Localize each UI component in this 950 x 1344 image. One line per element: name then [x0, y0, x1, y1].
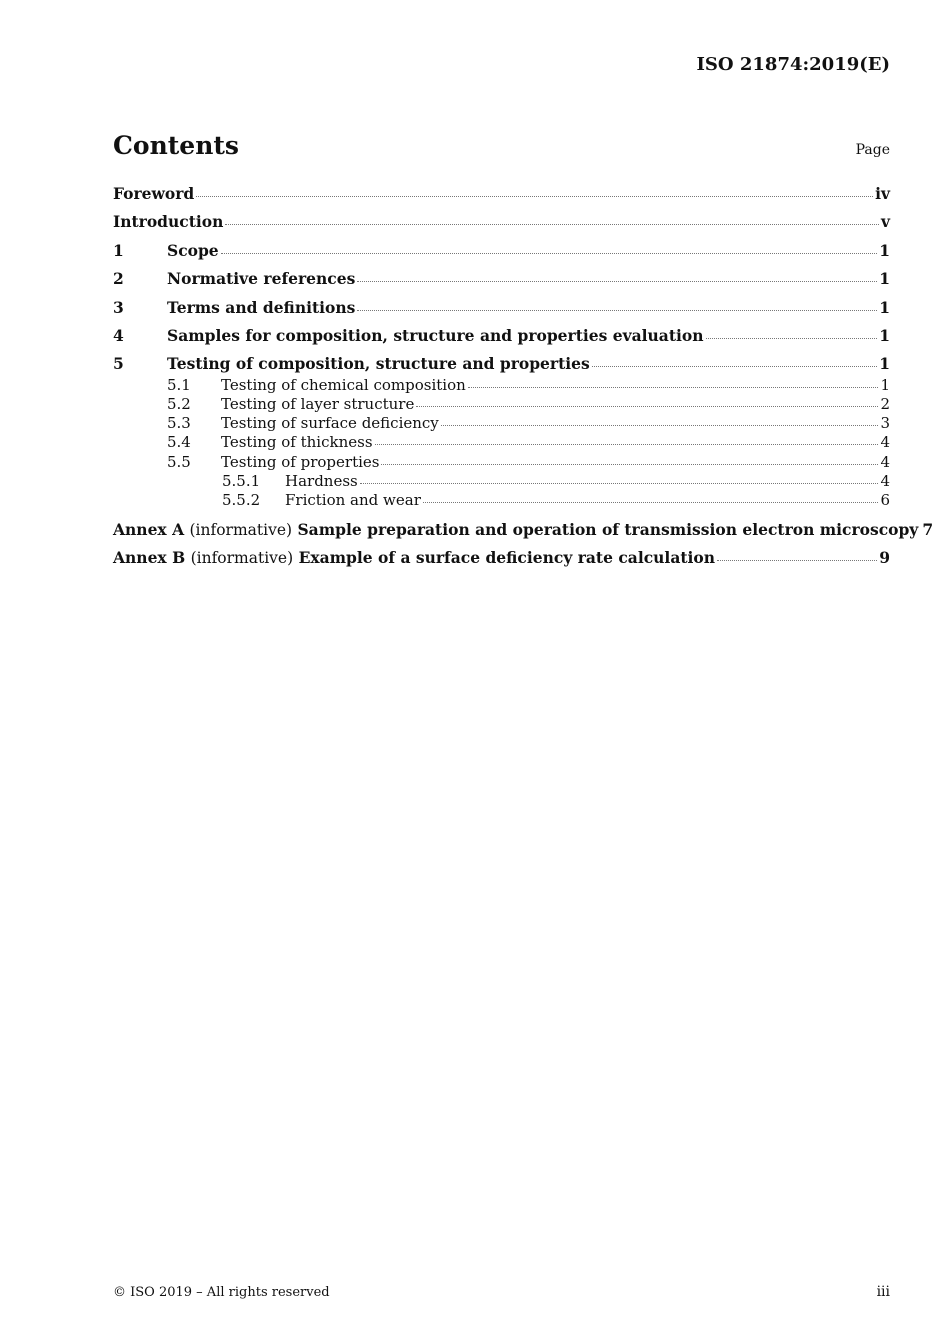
toc-leader-dots — [360, 483, 879, 484]
toc-entry-section-5-5-2[interactable] — [113, 491, 890, 509]
toc-entry-title: Normative references — [167, 269, 356, 288]
toc-entry-page: 2 — [880, 395, 890, 413]
toc-entry-section-5-5[interactable] — [113, 453, 890, 471]
toc-entry-page: 4 — [880, 453, 890, 471]
toc-leader-dots — [592, 366, 877, 367]
toc-leader-dots — [416, 406, 878, 407]
toc-entry-page: 1 — [879, 269, 890, 288]
toc-entry-section-5-4[interactable] — [113, 433, 890, 451]
toc-entry-foreword[interactable] — [113, 184, 890, 203]
toc-entry-number: 5.5.1 — [222, 472, 261, 490]
toc-entry-title: Introduction — [113, 212, 224, 231]
toc-entry-title: Terms and definitions — [167, 298, 356, 317]
toc-entry-number: 5.4 — [167, 433, 191, 451]
toc-annex-heading — [113, 548, 715, 567]
toc-entry-annex-a[interactable] — [113, 520, 934, 539]
toc-entry-title: Testing of properties — [221, 453, 380, 471]
footer-copyright: © ISO 2019 – All rights reserved — [113, 1285, 330, 1300]
annex-type: (informative) — [189, 521, 293, 539]
toc-leader-dots — [221, 253, 878, 254]
toc-entry-section-3[interactable] — [113, 298, 890, 317]
toc-leader-dots — [375, 444, 879, 445]
toc-entry-page: 1 — [879, 241, 890, 260]
toc-leader-dots — [357, 310, 877, 311]
toc-leader-dots — [225, 224, 879, 225]
toc-entry-page: 3 — [880, 414, 890, 432]
toc-entry-title: Testing of composition, structure and properties — [167, 354, 590, 373]
toc-entry-section-5-5-1[interactable] — [113, 472, 890, 490]
toc-entry-number: 5.2 — [167, 395, 191, 413]
toc-entry-page: 6 — [880, 491, 890, 509]
toc-entry-section-4[interactable] — [113, 326, 890, 345]
toc-entry-page: 1 — [879, 298, 890, 317]
toc-entry-title: Friction and wear — [285, 491, 421, 509]
toc-entry-title: Testing of layer structure — [221, 395, 415, 413]
document-reference: ISO 21874:2019(E) — [696, 54, 890, 75]
page-column-label: Page — [855, 142, 890, 158]
toc-entry-section-5-1[interactable] — [113, 376, 890, 394]
toc-entry-introduction[interactable] — [113, 212, 890, 231]
toc-entry-section-5-3[interactable] — [113, 414, 890, 432]
toc-annex-heading — [113, 520, 918, 539]
footer-page-number: iii — [876, 1284, 890, 1300]
annex-title: Example of a surface deficiency rate calculation — [298, 548, 716, 567]
toc-leader-dots — [717, 560, 877, 561]
toc-entry-number: 5.3 — [167, 414, 191, 432]
toc-entry-title: Foreword — [113, 184, 195, 203]
toc-entry-number: 3 — [113, 298, 124, 317]
toc-entry-annex-b[interactable] — [113, 548, 890, 567]
toc-entry-page: 9 — [879, 548, 890, 567]
toc-entry-number: 1 — [113, 241, 124, 260]
toc-leader-dots — [357, 281, 877, 282]
toc-entry-title: Samples for composition, structure and properties evaluation — [167, 326, 704, 345]
toc-entry-page: 1 — [879, 354, 890, 373]
toc-entry-page: iv — [875, 184, 890, 203]
toc-leader-dots — [381, 464, 878, 465]
annex-title: Sample preparation and operation of transmission electron microscopy — [297, 520, 919, 539]
toc-entry-title: Testing of chemical composition — [221, 376, 466, 394]
annex-letter: Annex B — [113, 548, 186, 567]
toc-leader-dots — [468, 387, 879, 388]
toc-entry-title: Scope — [167, 241, 219, 260]
toc-entry-page: 4 — [880, 433, 890, 451]
toc-leader-dots — [441, 425, 879, 426]
toc-entry-number: 5.1 — [167, 376, 191, 394]
toc-entry-section-1[interactable] — [113, 241, 890, 260]
annex-type: (informative) — [190, 549, 294, 567]
toc-entry-page: 7 — [922, 520, 934, 539]
toc-entry-page: 1 — [879, 326, 890, 345]
toc-entry-title: Hardness — [285, 472, 358, 490]
toc-entry-page: v — [880, 212, 890, 231]
toc-entry-title: Testing of thickness — [221, 433, 373, 451]
toc-entry-page: 4 — [880, 472, 890, 490]
toc-entry-number: 4 — [113, 326, 124, 345]
toc-entry-number: 5 — [113, 354, 124, 373]
toc-entry-section-2[interactable] — [113, 269, 890, 288]
toc-entry-section-5[interactable] — [113, 354, 890, 373]
toc-leader-dots — [196, 196, 873, 197]
toc-entry-number: 5.5.2 — [222, 491, 261, 509]
toc-entry-section-5-2[interactable] — [113, 395, 890, 413]
toc-leader-dots — [706, 338, 878, 339]
toc-leader-dots — [423, 502, 879, 503]
toc-entry-number: 5.5 — [167, 453, 191, 471]
annex-letter: Annex A — [113, 520, 185, 539]
toc-entry-title: Testing of surface deficiency — [221, 414, 439, 432]
toc-entry-page: 1 — [880, 376, 890, 394]
contents-heading: Contents — [113, 131, 240, 160]
toc-entry-number: 2 — [113, 269, 124, 288]
